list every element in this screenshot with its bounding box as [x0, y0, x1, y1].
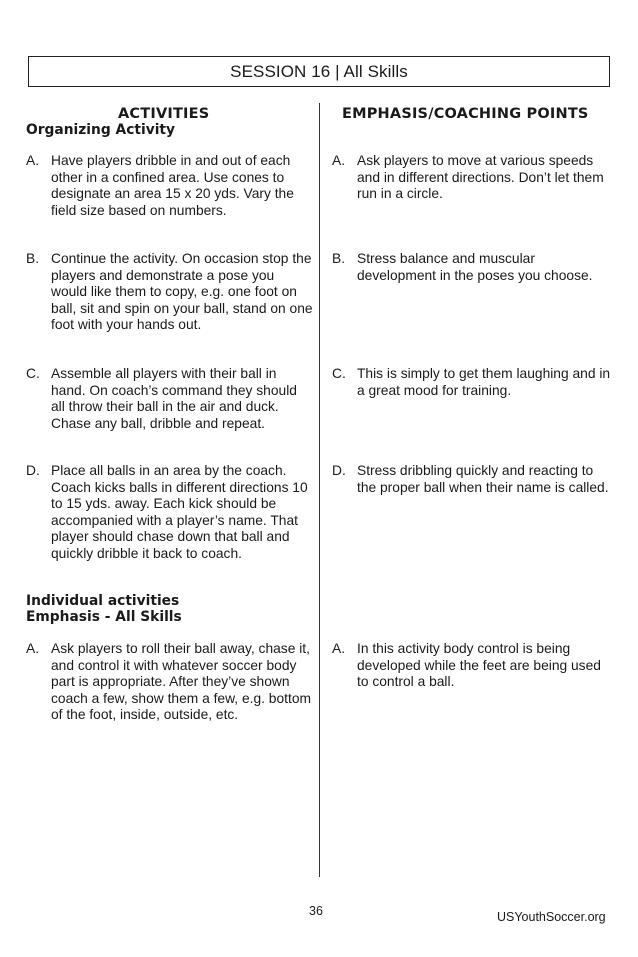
item-letter: A. — [332, 641, 346, 656]
item-text: Stress dribbling quickly and reacting to the proper ball when their name is called. — [357, 463, 609, 495]
item-text: In this activity body control is being developed while the feet are being used to control a ball. — [357, 641, 601, 689]
item-letter: A. — [26, 641, 40, 656]
emphasis-header: EMPHASIS/COACHING POINTS — [342, 106, 589, 122]
item-letter: B. — [332, 251, 346, 266]
item-letter: C. — [332, 366, 346, 381]
item-letter: D. — [332, 463, 346, 478]
item-text: This is simply to get them laughing and in a great mood for training. — [357, 366, 611, 398]
item-letter: A. — [26, 153, 40, 168]
item-text: Have players dribble in and out of each other in a confined area. Use cones to designate an area 15 x 20 yds. Vary the field size based on numbers. — [51, 153, 294, 218]
activities-header: ACTIVITIES — [118, 106, 210, 122]
individual-activities-heading: Individual activities — [26, 593, 180, 609]
item-text: Place all balls in an area by the coach. Coach kicks balls in different directions 10 to 15 yds. away. Each kick should be accompanied with a player’s name. That player should chase down that ball and quickly dribble it back to coach. — [51, 463, 308, 561]
emphasis-all-skills-heading: Emphasis - All Skills — [26, 609, 182, 625]
item-letter: B. — [26, 251, 40, 266]
item-letter: C. — [26, 366, 40, 381]
item-text: Ask players to move at various speeds and in different directions. Don’t let them run in a circle. — [357, 153, 604, 201]
organizing-activity-heading: Organizing Activity — [26, 122, 176, 138]
column-divider — [319, 103, 320, 877]
site-url: USYouthSoccer.org — [497, 910, 606, 924]
item-text: Assemble all players with their ball in hand. On coach’s command they should all throw their ball in the air and duck. Chase any ball, dribble and repeat. — [51, 366, 297, 431]
item-text: Stress balance and muscular development in the poses you choose. — [357, 251, 593, 283]
item-text: Ask players to roll their ball away, chase it, and control it with whatever soccer body part is appropriate. After they’ve shown coach a few, show them a few, e.g. bottom of the foot, inside, outside, etc. — [51, 641, 311, 722]
page-number: 36 — [309, 904, 323, 918]
item-letter: A. — [332, 153, 346, 168]
session-title-box — [28, 56, 610, 87]
item-letter: D. — [26, 463, 40, 478]
session-title: SESSION 16 | All Skills — [230, 61, 408, 81]
item-text: Continue the activity. On occasion stop the players and demonstrate a pose you would like them to copy, e.g. one foot on ball, sit and spin on your ball, stand on one foot with your hands out. — [51, 251, 313, 332]
